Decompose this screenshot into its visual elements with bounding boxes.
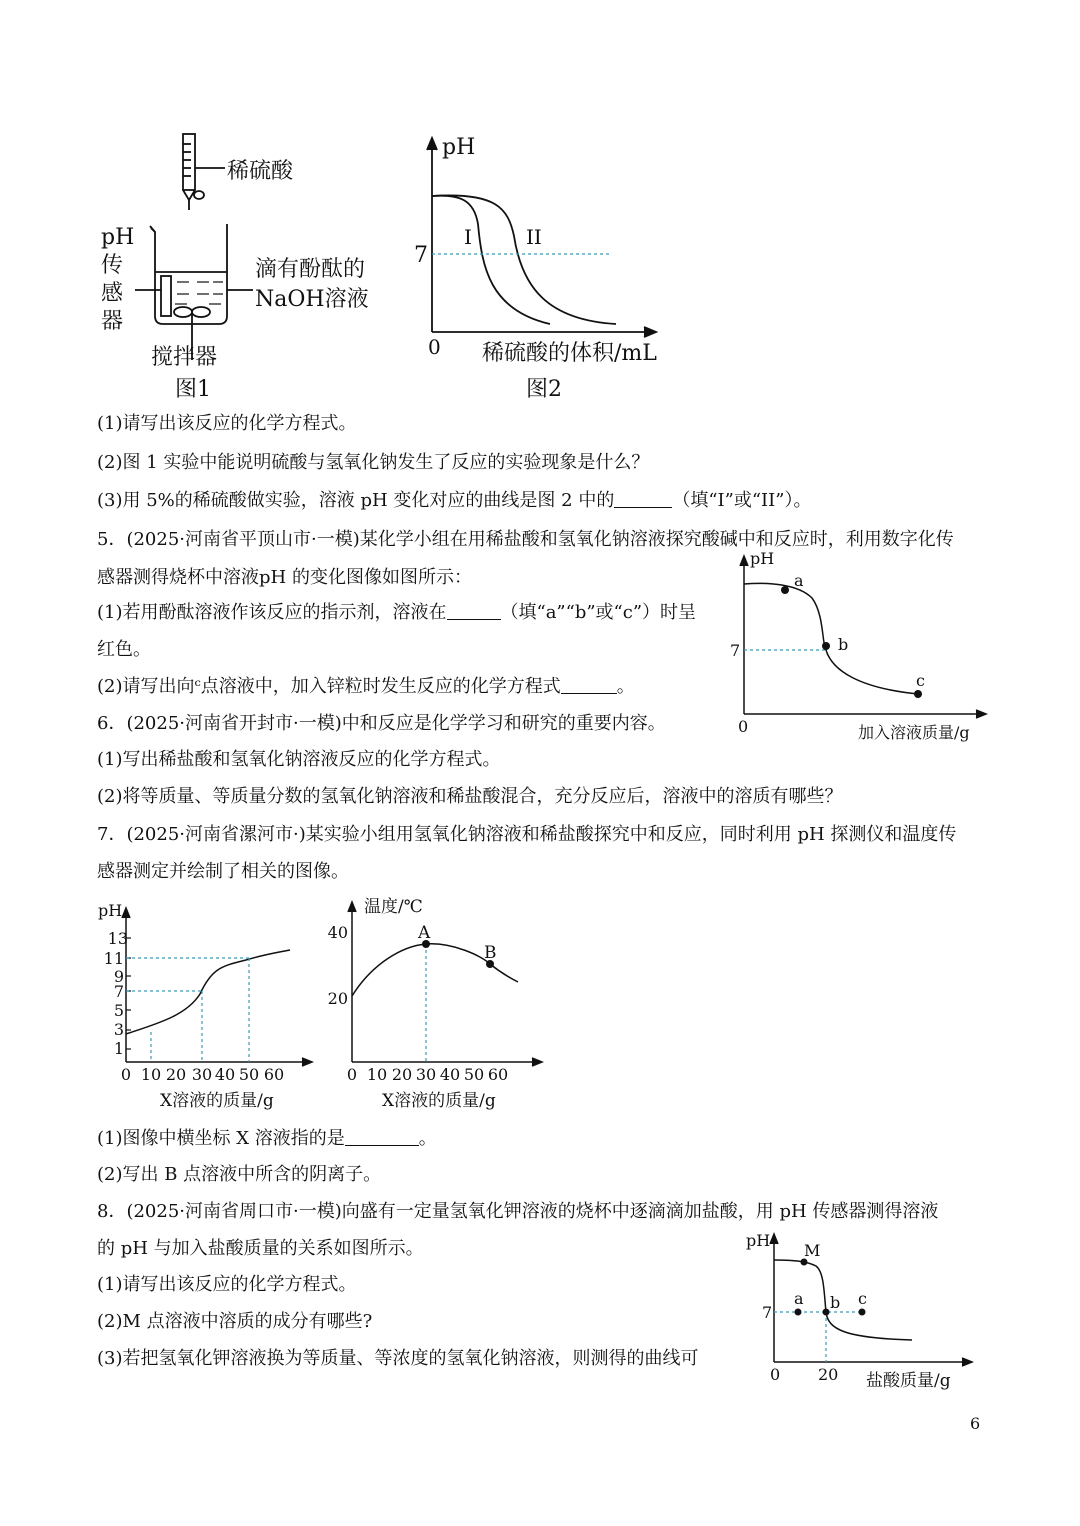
xtick-30: 30 xyxy=(415,1065,437,1084)
figure-2-caption: 图2 xyxy=(526,377,562,402)
x-axis-label: X溶液的质量/g xyxy=(382,1091,496,1111)
q4-sub1: (1)请写出该反应的化学方程式。 xyxy=(97,413,357,434)
q7-sub1-text-b: 。 xyxy=(418,1128,437,1149)
q7-line2: 感器测定并绘制了相关的图像。 xyxy=(97,861,349,882)
y-reference-label: 7 xyxy=(414,243,428,268)
ytick-7: 7 xyxy=(113,982,124,1001)
ph-curve xyxy=(126,950,290,1034)
y-axis-label: 温度/℃ xyxy=(364,897,423,917)
point-c-label: c xyxy=(858,1289,867,1308)
origin-label: 0 xyxy=(428,335,441,359)
q5-sub1-text-a: (1)若用酚酞溶液作该反应的指示剂，溶液在 xyxy=(97,602,447,623)
figure-1-caption: 图1 xyxy=(175,377,211,402)
label-sensor-2: 传 xyxy=(101,253,124,278)
x-axis-label: 稀硫酸的体积/mL xyxy=(482,341,657,366)
x-axis-label: X溶液的质量/g xyxy=(160,1091,274,1111)
xtick-30: 30 xyxy=(191,1065,213,1084)
ytick-20: 20 xyxy=(327,989,348,1008)
q7-sub1-answer-blank[interactable] xyxy=(345,1127,419,1146)
label-sensor-1: pH xyxy=(101,225,135,250)
y-reference-label: 7 xyxy=(730,641,741,660)
burette xyxy=(183,134,195,190)
point-c xyxy=(859,1309,866,1316)
q6-sub2: (2)将等质量、等质量分数的氢氧化钠溶液和稀盐酸混合，充分反应后，溶液中的溶质有哪些？ xyxy=(97,786,843,807)
point-a xyxy=(781,586,789,594)
q5-line1: 5．(2025·河南省平顶山市·一模)某化学小组在用稀盐酸和氢氧化钠溶液探究酸碱中和反应时，利用数字化传 xyxy=(97,529,954,550)
xtick-60: 60 xyxy=(487,1065,509,1084)
q4-sub3-answer-blank[interactable] xyxy=(614,489,672,508)
q8-line1: 8．(2025·河南省周口市·一模)向盛有一定量氢氧化钾溶液的烧杯中逐滴滴加盐酸，用 pH 传感器测得溶液 xyxy=(97,1201,939,1222)
q8-chart xyxy=(742,1226,982,1394)
xtick-0: 0 xyxy=(120,1065,132,1084)
ytick-1: 1 xyxy=(113,1039,124,1058)
q8-sub3: (3)若把氢氧化钾溶液换为等质量、等浓度的氢氧化钠溶液，则测得的曲线可 xyxy=(97,1348,699,1369)
ytick-13: 13 xyxy=(107,929,128,948)
q6-sub1: (1)写出稀盐酸和氢氧化钠溶液反应的化学方程式。 xyxy=(97,749,501,770)
xtick-40: 40 xyxy=(214,1065,236,1084)
xtick-60: 60 xyxy=(263,1065,285,1084)
xtick-40: 40 xyxy=(439,1065,461,1084)
origin-label: 0 xyxy=(770,1365,781,1384)
label-solution-1: 滴有酚酞的 xyxy=(255,257,366,282)
q6-line1: 6．(2025·河南省开封市·一模)中和反应是化学学习和研究的重要内容。 xyxy=(97,713,666,734)
xtick-10: 10 xyxy=(366,1065,388,1084)
xtick-20: 20 xyxy=(165,1065,187,1084)
curve-II xyxy=(432,195,616,324)
q4-sub2: (2)图 1 实验中能说明硫酸与氢氧化钠发生了反应的实验现象是什么？ xyxy=(97,452,650,473)
q4-sub3 xyxy=(97,489,811,513)
q7-sub1 xyxy=(97,1127,437,1151)
ph-curve xyxy=(744,583,918,694)
q7-line1: 7．(2025·河南省漯河市·)某实验小组用氢氧化钠溶液和稀盐酸探究中和反应，同时利用 pH 探测仪和温度传 xyxy=(97,824,957,845)
q5-sub2-answer-blank[interactable] xyxy=(561,675,617,694)
point-b-label: b xyxy=(830,1293,841,1312)
ytick-40: 40 xyxy=(327,923,348,942)
figure-2-chart xyxy=(400,128,690,408)
y-axis-label: pH xyxy=(98,901,123,920)
q8-sub2: (2)M 点溶液中溶质的成分有哪些? xyxy=(97,1311,373,1332)
curve-II-label: II xyxy=(526,225,542,249)
label-sensor-3: 感 xyxy=(101,281,124,306)
ph-sensor-probe xyxy=(161,276,171,316)
q5-sub2-text-b: 。 xyxy=(616,676,635,697)
q5-chart xyxy=(728,548,998,748)
point-a-label: a xyxy=(794,1289,804,1308)
point-B-label: B xyxy=(484,943,497,963)
q8-line2: 的 pH 与加入盐酸质量的关系如图所示。 xyxy=(97,1238,424,1259)
q5-sub2 xyxy=(97,675,635,699)
label-sensor-4: 器 xyxy=(101,309,124,334)
ytick-11: 11 xyxy=(103,949,124,968)
point-A-label: A xyxy=(418,923,431,943)
y-reference-label: 7 xyxy=(762,1303,773,1322)
q5-sub1-answer-blank[interactable] xyxy=(447,601,501,620)
q4-sub3-text-b: （填“I”或“II”）。 xyxy=(672,490,812,511)
q5-sub2-text-a: (2)请写出向ᶜ点溶液中，加入锌粒时发生反应的化学方程式 xyxy=(97,676,561,697)
x-axis-label: 加入溶液质量/g xyxy=(858,723,970,742)
x-axis-label: 盐酸质量/g xyxy=(866,1371,951,1391)
q7-ph-chart xyxy=(96,894,318,1116)
ytick-3: 3 xyxy=(113,1020,124,1039)
x-reference-label: 20 xyxy=(818,1365,839,1384)
point-b xyxy=(822,642,830,650)
figure-1-apparatus xyxy=(95,128,395,408)
q7-sub2: (2)写出 B 点溶液中所含的阴离子。 xyxy=(97,1164,382,1185)
point-b-label: b xyxy=(838,635,849,654)
stirrer xyxy=(174,307,192,317)
page-number: 6 xyxy=(970,1414,981,1433)
curve-I xyxy=(432,196,550,324)
q5-sub1-text-b: （填“a”“b”或“c”）时呈 xyxy=(500,602,697,623)
point-c xyxy=(914,690,922,698)
q7-sub1-text-a: (1)图像中横坐标 X 溶液指的是 xyxy=(97,1128,345,1149)
xtick-20: 20 xyxy=(391,1065,413,1084)
q4-sub3-text-a: (3)用 5%的稀硫酸做实验，溶液 pH 变化对应的曲线是图 2 中的 xyxy=(97,490,615,511)
y-axis-label: pH xyxy=(442,135,476,160)
xtick-50: 50 xyxy=(463,1065,485,1084)
y-axis-label: pH xyxy=(750,549,775,568)
ytick-5: 5 xyxy=(113,1001,124,1020)
point-a xyxy=(795,1309,802,1316)
label-solution-2: NaOH溶液 xyxy=(255,287,369,312)
origin-label: 0 xyxy=(738,717,749,736)
ytick-9: 9 xyxy=(113,967,124,986)
q5-sub1-cont: 红色。 xyxy=(97,639,151,660)
xtick-0: 0 xyxy=(346,1065,358,1084)
curve-I-label: I xyxy=(464,225,472,249)
q5-line2: 感器测得烧杯中溶液pH 的变化图像如图所示： xyxy=(97,567,472,588)
q8-sub1: (1)请写出该反应的化学方程式。 xyxy=(97,1274,357,1295)
y-axis-label: pH xyxy=(746,1231,771,1250)
xtick-10: 10 xyxy=(140,1065,162,1084)
point-c-label: c xyxy=(916,671,925,690)
xtick-50: 50 xyxy=(238,1065,260,1084)
point-M-label: M xyxy=(804,1241,821,1260)
label-acid: 稀硫酸 xyxy=(227,159,294,184)
q5-sub1 xyxy=(97,601,696,625)
point-a-label: a xyxy=(794,571,804,590)
label-stirrer: 搅拌器 xyxy=(151,345,218,370)
burette-stopcock xyxy=(194,191,204,199)
point-b xyxy=(823,1309,830,1316)
q7-temperature-chart xyxy=(322,890,552,1116)
